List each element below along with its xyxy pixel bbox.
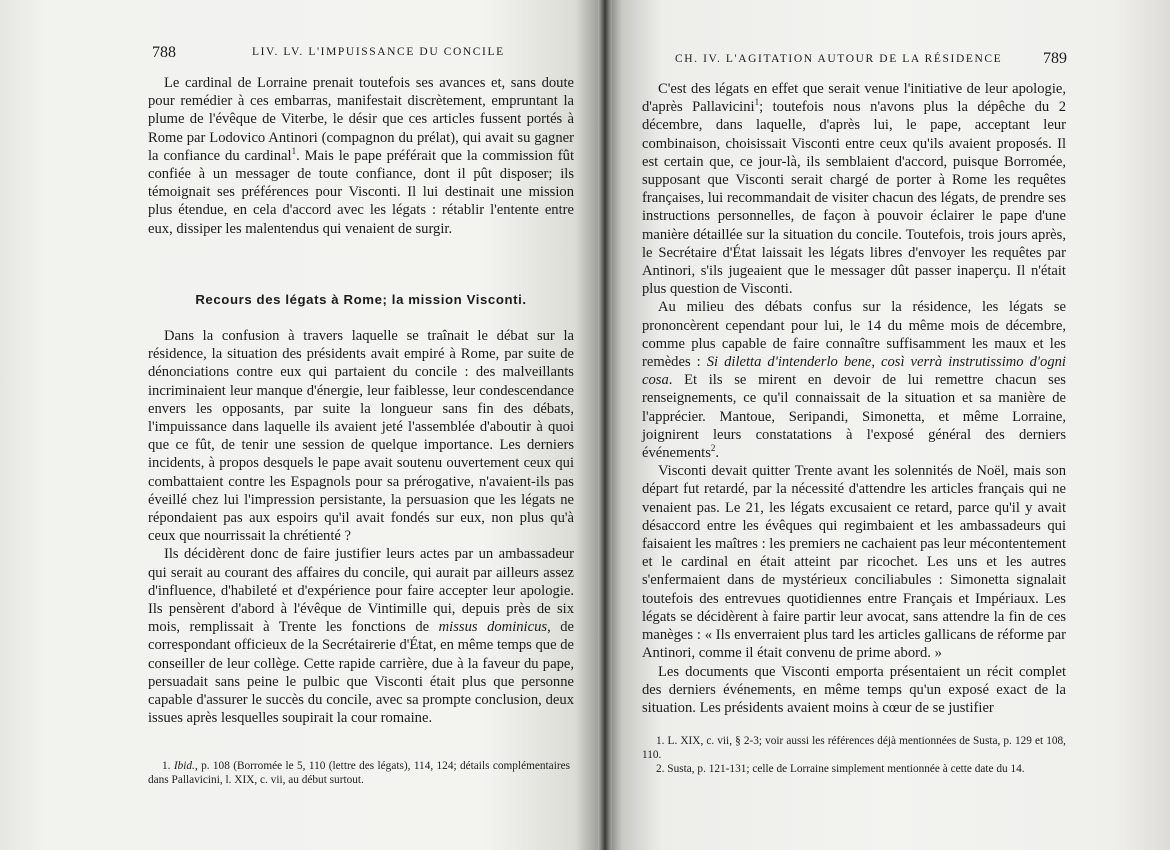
right-page-header [605,44,1170,67]
running-head: LIV. LV. L'IMPUISSANCE DU CONCILE [252,46,505,58]
footnote-ref: 1 [291,145,297,156]
footnote: 1. L. XIX, c. vii, § 2-3; voir aussi les références déjà mentionnées de Susta, p. 129 et 108, 110. [642,735,1066,761]
left-page-header [0,44,605,64]
right-page [605,0,1170,850]
left-body [148,74,574,238]
footnotes [148,759,570,787]
section-title: Recours des légats à Rome; la mission Visconti. [195,292,527,307]
running-head: CH. IV. L'AGITATION AUTOUR DE LA RÉSIDENCE [675,53,1003,65]
left-body-2 [148,327,574,727]
footnotes [642,734,1066,776]
paragraph: Le cardinal de Lorraine prenait toutefois ses avances et, sans doute pour remédier à ces embarras, manifestait discrètement, empruntant la plume de l'évêque de Viterbe, le désir que ces articles fussent portés à Rome par Lodovico Antinori (compagnon du prélat), qui avait su gagner la confiance du cardinal$^1$. Mais le pape préférait que la commission fût confiée à un messager de toute confiance, dont il pût disposer; ils témoignait ses préférences pour Visconti. Il lui destinait une mission plus étendue, en cela d'accord avec les légats : rétablir l'entente entre eux, dissiper les malentendus qui venaient de surgir. [148,75,574,237]
paragraph: Les documents que Visconti emporta présentaient un récit complet des derniers événements, en même temps qu'un exposé exact de la situation. Les présidents avaient moins à cœur de se justifier [642,663,1066,716]
right-body [642,80,1066,717]
page-number: 789 [1043,50,1067,67]
paragraph: Au milieu des débats confus sur la résidence, les légats se prononcèrent cependant pour lui, le 14 du même mois de décembre, comme plus capable de faire connaître suffisamment les maux et les remèdes : Si diletta d'intenderlo bene, così verrà instrutissimo d'ogni cosa. Et ils se mirent en devoir de lui remettre chacun ses renseignements, ce qu'il connaissait de la situation et sa manière de l'apprécier. Mantoue, Seripandi, Simonetta, et même Lorraine, joignirent leurs constatations à l'exposé général des derniers événements$^2$. [642,299,1066,462]
footnote-ref: 1 [754,97,760,108]
footnote-ref: 2 [710,443,716,454]
paragraph: Dans la confusion à travers laquelle se traînait le débat sur la résidence, la situation des présidents avait empiré à Rome, par suite de dénonciations contre eux qui partaient du concile : des malveillants incriminaient leur manque d'énergie, leur faiblesse, leur condescendance envers les opposants, par suite la longueur sans fin des débats, l'impuissance dans laquelle ils avaient jeté l'assemblée d'aboutir à quoi que ce fût, de tenir une session de quelque importance. Les derniers incidents, à propos desquels le pape avait soutenu ouvertement ceux qui combattaient contre les Espagnols pour sa prérogative, n'avaient-ils pas éveillé chez lui l'impression persistante, la persuasion que les légats ne répondaient pas aux espoirs qu'il avait fondés sur eux, non plus qu'à ceux que nourrissait la chrétienté ? [148,328,574,545]
paragraph: Ils décidèrent donc de faire justifier leurs actes par un ambassadeur qui serait au courant des affaires du concile, qui aurait par ailleurs assez d'influence, d'habileté et d'expérience pour faire accepter leur apologie. Ils pensèrent d'abord à l'évêque de Vintimille qui, depuis près de six mois, remplissait à Trente les fonctions de missus dominicus, de correspondant officieux de la Secrétairerie d'État, en même temps que de conseiller de leur collège. Cette rapide carrière, due à la faveur du pape, persuadait sans peine le pulbic que Visconti était plus que personne capable d'assurer le succès du concile, avec sa prompte conclusion, deux issues après lesquelles soupirait la cour romaine. [148,546,574,727]
footnote: 2. Susta, p. 121-131; celle de Lorraine simplement mentionnée à cette date du 14. [656,763,1025,775]
book-gutter [598,0,612,850]
paragraph: C'est des légats en effet que serait venue l'initiative de leur apologie, d'après Pallavicini$^1$; toutefois nous n'avons plus la dépêche du 2 décembre, dans laquelle, d'après lui, le pape, acceptant leur combinaison, choisissait Visconti entre ceux qu'ils avaient proposés. Il est certain que, ce jour-là, ils semblaient d'accord, puisque Borromée, supposant que Visconti serait chargé de porter à Rome les requêtes françaises, lui recommandait de visiter chacun des légats, de prendre ses instructions personnelles, de façon à pouvoir éclairer le pape d'une manière détaillée sur la situation du concile. Toutefois, trois jours après, le Secrétaire d'État laissait les légats libres d'envoyer les requêtes par Antinori, s'ils jugeaient que le messager dût passer inaperçu. Il n'était plus question de Visconti. [642,81,1066,298]
footnote: 1. Ibid., p. 108 (Borromée le 5, 110 (lettre des légats), 114, 124; détails complémentaires dans Pallavicini, l. XIX, c. vii, au début surtout. [148,760,571,786]
paragraph: Visconti devait quitter Trente avant les solennités de Noël, mais son départ fut retardé, par la nécessité d'attendre les articles français qui ne venaient pas. Le 21, les légats excusaient ce retard, parce qu'il y avait désaccord entre les évêques qui regimbaient et les ambassadeurs qui faisaient les maîtres : les premiers ne cachaient pas leur mécontentement et le cardinal en était atteint par ricochet. Les uns et les autres s'enfermaient dans de mystérieux conciliabules : Simonetta signalait toutefois des entrevues quotidiennes entre Français et Impériaux. Les légats se décidèrent à faire partir leur avocat, sans attendre la fin de ces manèges : « Ils enverraient plus tard les articles gallicans de réforme par Antinori, comme il était convenu de prime abord. » [642,463,1066,662]
page-number: 788 [152,44,176,61]
